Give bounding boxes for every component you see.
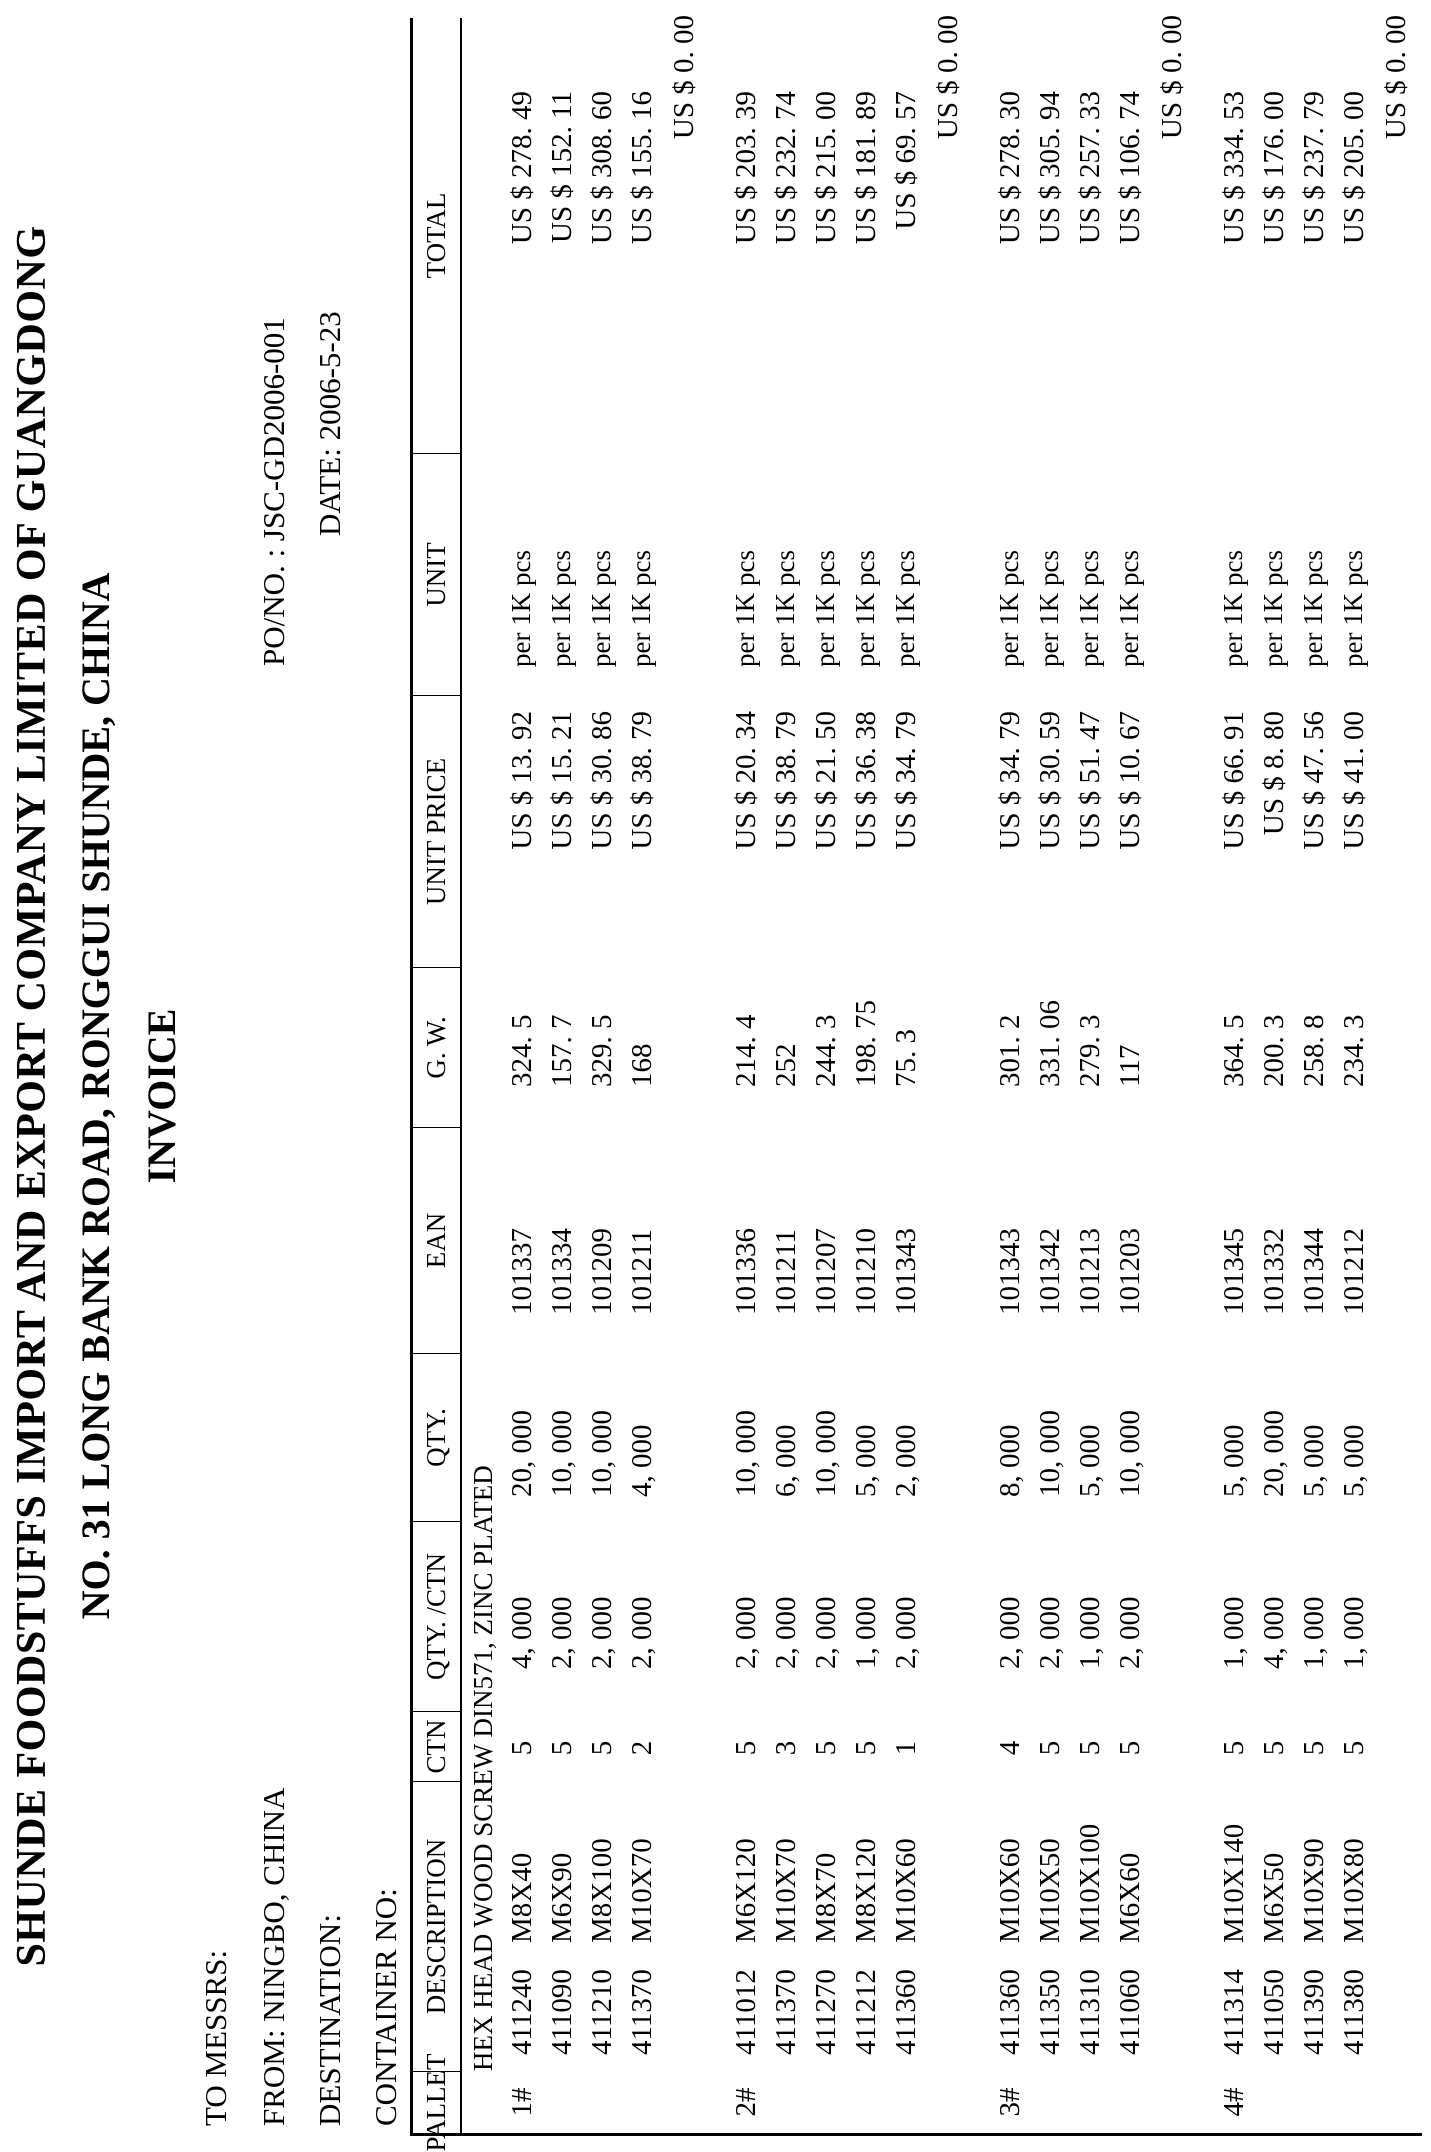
price-unit: per 1K pcs xyxy=(730,550,760,667)
unit-price: US $ 15. 21 xyxy=(546,711,578,850)
article-number: 411270 xyxy=(810,1969,842,2055)
table-row xyxy=(626,18,666,2133)
size-description: M10X80 xyxy=(1338,1838,1370,1943)
qty-per-carton: 1, 000 xyxy=(1218,1596,1250,1669)
quantity: 5, 000 xyxy=(1218,1424,1250,1497)
table-header xyxy=(410,18,462,2152)
price-unit: per 1K pcs xyxy=(770,550,800,667)
table-row xyxy=(1338,18,1378,2133)
table-body xyxy=(462,15,1422,2136)
price-unit: per 1K pcs xyxy=(506,550,536,667)
size-description: M10X70 xyxy=(626,1838,658,1943)
carton-count: 5 xyxy=(1298,1740,1330,1756)
carton-count: 1 xyxy=(890,1740,922,1756)
gross-weight: 324. 5 xyxy=(506,1014,538,1087)
line-total: US $ 106. 74 xyxy=(1114,91,1146,245)
unit-price: US $ 20. 34 xyxy=(730,711,762,850)
price-unit: per 1K pcs xyxy=(586,550,616,667)
ean-code: 101211 xyxy=(770,1229,802,1315)
qty-per-carton: 2, 000 xyxy=(994,1596,1026,1669)
col-header-unit-price: UNIT PRICE xyxy=(413,695,460,967)
carton-count: 5 xyxy=(1218,1740,1250,1756)
unit-price: US $ 66. 91 xyxy=(1218,711,1250,850)
gross-weight: 329. 5 xyxy=(586,1014,618,1087)
ean-code: 101207 xyxy=(810,1228,842,1315)
quantity: 6, 000 xyxy=(770,1424,802,1497)
qty-per-carton: 1, 000 xyxy=(1074,1596,1106,1669)
line-total: US $ 69. 57 xyxy=(890,91,922,230)
table-row xyxy=(1114,18,1154,2133)
table-row xyxy=(1298,18,1338,2133)
unit-price: US $ 30. 86 xyxy=(586,711,618,850)
size-description: M10X60 xyxy=(890,1838,922,1943)
table-row xyxy=(730,18,770,2133)
ean-code: 101212 xyxy=(1338,1228,1370,1315)
carton-count: 5 xyxy=(1258,1740,1290,1756)
ean-code: 101210 xyxy=(850,1228,882,1315)
carton-count: 5 xyxy=(1338,1740,1370,1756)
price-unit: per 1K pcs xyxy=(810,550,840,667)
gross-weight: 331. 06 xyxy=(1034,1000,1066,1087)
price-unit: per 1K pcs xyxy=(1338,550,1368,667)
ean-code: 101211 xyxy=(626,1229,658,1315)
table-row xyxy=(586,18,626,2133)
gross-weight: 214. 4 xyxy=(730,1014,762,1087)
qty-per-carton: 1, 000 xyxy=(850,1596,882,1669)
unit-price: US $ 47. 56 xyxy=(1298,711,1330,850)
line-total: US $ 308. 60 xyxy=(586,91,618,245)
table-row xyxy=(506,18,546,2133)
col-header-unit: UNIT xyxy=(413,453,460,695)
carton-count: 2 xyxy=(626,1740,658,1756)
qty-per-carton: 2, 000 xyxy=(730,1596,762,1669)
ean-code: 101334 xyxy=(546,1228,578,1315)
carton-count: 5 xyxy=(850,1740,882,1756)
qty-per-carton: 2, 000 xyxy=(586,1596,618,1669)
quantity: 2, 000 xyxy=(890,1424,922,1497)
article-number: 411360 xyxy=(994,1969,1026,2055)
document-title: INVOICE xyxy=(139,1008,184,1184)
size-description: M10X90 xyxy=(1298,1838,1330,1943)
qty-per-carton: 1, 000 xyxy=(1298,1596,1330,1669)
qty-per-carton: 4, 000 xyxy=(1258,1596,1290,1669)
col-header-pallet: PALLET xyxy=(413,2071,460,2133)
line-total: US $ 278. 49 xyxy=(506,91,538,245)
gross-weight: 279. 3 xyxy=(1074,1014,1106,1087)
line-total: US $ 305. 94 xyxy=(1034,91,1066,245)
carton-count: 5 xyxy=(1114,1740,1146,1756)
article-number: 411060 xyxy=(1114,1969,1146,2055)
size-description: M8X40 xyxy=(506,1852,538,1943)
gross-weight: 75. 3 xyxy=(890,1029,922,1087)
pallet-subtotal: US $ 0. 00 xyxy=(1156,15,1188,140)
line-total: US $ 205. 00 xyxy=(1338,91,1370,245)
unit-price: US $ 36. 38 xyxy=(850,711,882,850)
carton-count: 5 xyxy=(506,1740,538,1756)
size-description: M10X140 xyxy=(1218,1823,1250,1943)
size-description: M10X100 xyxy=(1074,1823,1106,1943)
size-description: M10X50 xyxy=(1034,1838,1066,1943)
article-number: 411370 xyxy=(770,1969,802,2055)
carton-count: 5 xyxy=(546,1740,578,1756)
price-unit: per 1K pcs xyxy=(1218,550,1248,667)
table-row xyxy=(810,18,850,2133)
ean-code: 101209 xyxy=(586,1228,618,1315)
quantity: 20, 000 xyxy=(506,1410,538,1497)
price-unit: per 1K pcs xyxy=(626,550,656,667)
table-row xyxy=(770,18,810,2133)
article-number: 411012 xyxy=(730,1969,762,2055)
size-description: M6X90 xyxy=(546,1852,578,1943)
qty-per-carton: 2, 000 xyxy=(626,1596,658,1669)
size-description: M8X120 xyxy=(850,1838,882,1943)
gross-weight: 117 xyxy=(1114,1044,1146,1087)
unit-price: US $ 34. 79 xyxy=(994,711,1026,850)
size-description: M6X50 xyxy=(1258,1852,1290,1943)
line-total: US $ 257. 33 xyxy=(1074,91,1106,245)
gross-weight: 244. 3 xyxy=(810,1014,842,1087)
size-description: M6X120 xyxy=(730,1838,762,1943)
quantity: 5, 000 xyxy=(1298,1424,1330,1497)
article-number: 411370 xyxy=(626,1969,658,2055)
price-unit: per 1K pcs xyxy=(1114,550,1144,667)
po-number: PO/NO. : JSC-GD2006-001 xyxy=(256,317,291,666)
article-number: 411314 xyxy=(1218,1969,1250,2055)
quantity: 5, 000 xyxy=(1338,1424,1370,1497)
line-total: US $ 155. 16 xyxy=(626,91,658,245)
unit-price: US $ 38. 79 xyxy=(770,711,802,850)
ean-code: 101343 xyxy=(890,1228,922,1315)
table-row xyxy=(1074,18,1114,2133)
quantity: 4, 000 xyxy=(626,1424,658,1497)
article-number: 411210 xyxy=(586,1969,618,2055)
destination-label: DESTINATION: xyxy=(312,1914,347,2126)
quantity: 10, 000 xyxy=(810,1410,842,1497)
article-number: 411310 xyxy=(1074,1969,1106,2055)
table-row xyxy=(546,18,586,2133)
gross-weight: 301. 2 xyxy=(994,1014,1026,1087)
quantity: 5, 000 xyxy=(1074,1424,1106,1497)
qty-per-carton: 2, 000 xyxy=(1114,1596,1146,1669)
price-unit: per 1K pcs xyxy=(1298,550,1328,667)
table-row xyxy=(1034,18,1074,2133)
ean-code: 101343 xyxy=(994,1228,1026,1315)
ean-code: 101213 xyxy=(1074,1228,1106,1315)
carton-count: 5 xyxy=(730,1740,762,1756)
quantity: 8, 000 xyxy=(994,1424,1026,1497)
ean-code: 101345 xyxy=(1218,1228,1250,1315)
gross-weight: 258. 8 xyxy=(1298,1014,1330,1087)
quantity: 10, 000 xyxy=(546,1410,578,1497)
col-header-description: DESCRIPTION xyxy=(413,1781,460,2071)
ean-code: 101337 xyxy=(506,1228,538,1315)
line-total: US $ 278. 30 xyxy=(994,91,1026,245)
article-number: 411090 xyxy=(546,1969,578,2055)
table-row xyxy=(890,18,930,2133)
pallet-number: 1# xyxy=(506,2087,538,2117)
article-number: 411380 xyxy=(1338,1969,1370,2055)
to-messrs-label: TO MESSRS: xyxy=(198,1949,233,2126)
unit-price: US $ 10. 67 xyxy=(1114,711,1146,850)
qty-per-carton: 2, 000 xyxy=(890,1596,922,1669)
qty-per-carton: 4, 000 xyxy=(506,1596,538,1669)
quantity: 5, 000 xyxy=(850,1424,882,1497)
carton-count: 3 xyxy=(770,1740,802,1756)
gross-weight: 168 xyxy=(626,1043,658,1087)
carton-count: 5 xyxy=(810,1740,842,1756)
line-total: US $ 232. 74 xyxy=(770,91,802,245)
size-description: M8X70 xyxy=(810,1852,842,1943)
carton-count: 5 xyxy=(586,1740,618,1756)
quantity: 10, 000 xyxy=(730,1410,762,1497)
unit-price: US $ 8. 80 xyxy=(1258,711,1290,836)
qty-per-carton: 2, 000 xyxy=(770,1596,802,1669)
col-header-ean: EAN xyxy=(413,1127,460,1353)
line-total: US $ 181. 89 xyxy=(850,91,882,245)
table-row xyxy=(1258,18,1298,2133)
article-number: 411050 xyxy=(1258,1969,1290,2055)
pallet-number: 4# xyxy=(1218,2087,1250,2117)
price-unit: per 1K pcs xyxy=(546,550,576,667)
carton-count: 5 xyxy=(1074,1740,1106,1756)
ean-code: 101336 xyxy=(730,1228,762,1315)
invoice-date: DATE: 2006-5-23 xyxy=(312,311,347,536)
from-field: FROM: NINGBO, CHINA xyxy=(256,1787,291,2126)
line-total: US $ 176. 00 xyxy=(1258,91,1290,245)
company-name: SHUNDE FOODSTUFFS IMPORT AND EXPORT COMPANY LIMITED OF GUANGDONG xyxy=(9,225,55,1967)
col-header-gw: G. W. xyxy=(413,967,460,1127)
qty-per-carton: 2, 000 xyxy=(1034,1596,1066,1669)
line-total: US $ 215. 00 xyxy=(810,91,842,245)
unit-price: US $ 41. 00 xyxy=(1338,711,1370,850)
pallet-number: 2# xyxy=(730,2087,762,2117)
size-description: M6X60 xyxy=(1114,1852,1146,1943)
price-unit: per 1K pcs xyxy=(1074,550,1104,667)
col-header-qty-per-ctn: QTY. /CTN xyxy=(413,1521,460,1711)
line-total: US $ 152. 11 xyxy=(546,91,578,243)
pallet-number: 3# xyxy=(994,2087,1026,2117)
unit-price: US $ 34. 79 xyxy=(890,711,922,850)
pallet-subtotal: US $ 0. 00 xyxy=(1380,15,1412,140)
unit-price: US $ 13. 92 xyxy=(506,711,538,850)
article-number: 411350 xyxy=(1034,1969,1066,2055)
line-total: US $ 334. 53 xyxy=(1218,91,1250,245)
table-row xyxy=(850,18,890,2133)
carton-count: 5 xyxy=(1034,1740,1066,1756)
ean-code: 101342 xyxy=(1034,1228,1066,1315)
gross-weight: 364. 5 xyxy=(1218,1014,1250,1087)
product-section-title: HEX HEAD WOOD SCREW DIN571, ZINC PLATED xyxy=(468,1465,498,2071)
article-number: 411212 xyxy=(850,1969,882,2055)
article-number: 411360 xyxy=(890,1969,922,2055)
unit-price: US $ 21. 50 xyxy=(810,711,842,850)
article-number: 411390 xyxy=(1298,1969,1330,2055)
ean-code: 101344 xyxy=(1298,1228,1330,1315)
gross-weight: 198. 75 xyxy=(850,1000,882,1087)
carton-count: 4 xyxy=(994,1740,1026,1756)
unit-price: US $ 38. 79 xyxy=(626,711,658,850)
size-description: M10X60 xyxy=(994,1838,1026,1943)
ean-code: 101203 xyxy=(1114,1228,1146,1315)
price-unit: per 1K pcs xyxy=(1034,550,1064,667)
col-header-qty: QTY. xyxy=(413,1353,460,1521)
quantity: 10, 000 xyxy=(586,1410,618,1497)
container-no-label: CONTAINER NO: xyxy=(368,1888,403,2126)
quantity: 10, 000 xyxy=(1034,1410,1066,1497)
price-unit: per 1K pcs xyxy=(890,550,920,667)
company-address: NO. 31 LONG BANK ROAD, RONGGUI SHUNDE, CHINA xyxy=(73,572,118,1620)
col-header-ctn: CTN xyxy=(413,1711,460,1781)
ean-code: 101332 xyxy=(1258,1228,1290,1315)
table-row xyxy=(1218,18,1258,2133)
unit-price: US $ 30. 59 xyxy=(1034,711,1066,850)
unit-price: US $ 51. 47 xyxy=(1074,711,1106,850)
qty-per-carton: 2, 000 xyxy=(810,1596,842,1669)
pallet-subtotal: US $ 0. 00 xyxy=(932,15,964,140)
price-unit: per 1K pcs xyxy=(850,550,880,667)
col-header-total: TOTAL xyxy=(421,192,451,279)
gross-weight: 157. 7 xyxy=(546,1014,578,1087)
price-unit: per 1K pcs xyxy=(994,550,1024,667)
gross-weight: 252 xyxy=(770,1043,802,1087)
size-description: M8X100 xyxy=(586,1838,618,1943)
qty-per-carton: 1, 000 xyxy=(1338,1596,1370,1669)
gross-weight: 234. 3 xyxy=(1338,1014,1370,1087)
line-total: US $ 203. 39 xyxy=(730,91,762,245)
quantity: 10, 000 xyxy=(1114,1410,1146,1497)
gross-weight: 200. 3 xyxy=(1258,1014,1290,1087)
pallet-subtotal: US $ 0. 00 xyxy=(668,15,700,140)
table-row xyxy=(994,18,1034,2133)
quantity: 20, 000 xyxy=(1258,1410,1290,1497)
size-description: M10X70 xyxy=(770,1838,802,1943)
line-total: US $ 237. 79 xyxy=(1298,91,1330,245)
price-unit: per 1K pcs xyxy=(1258,550,1288,667)
qty-per-carton: 2, 000 xyxy=(546,1596,578,1669)
article-number: 411240 xyxy=(506,1969,538,2055)
